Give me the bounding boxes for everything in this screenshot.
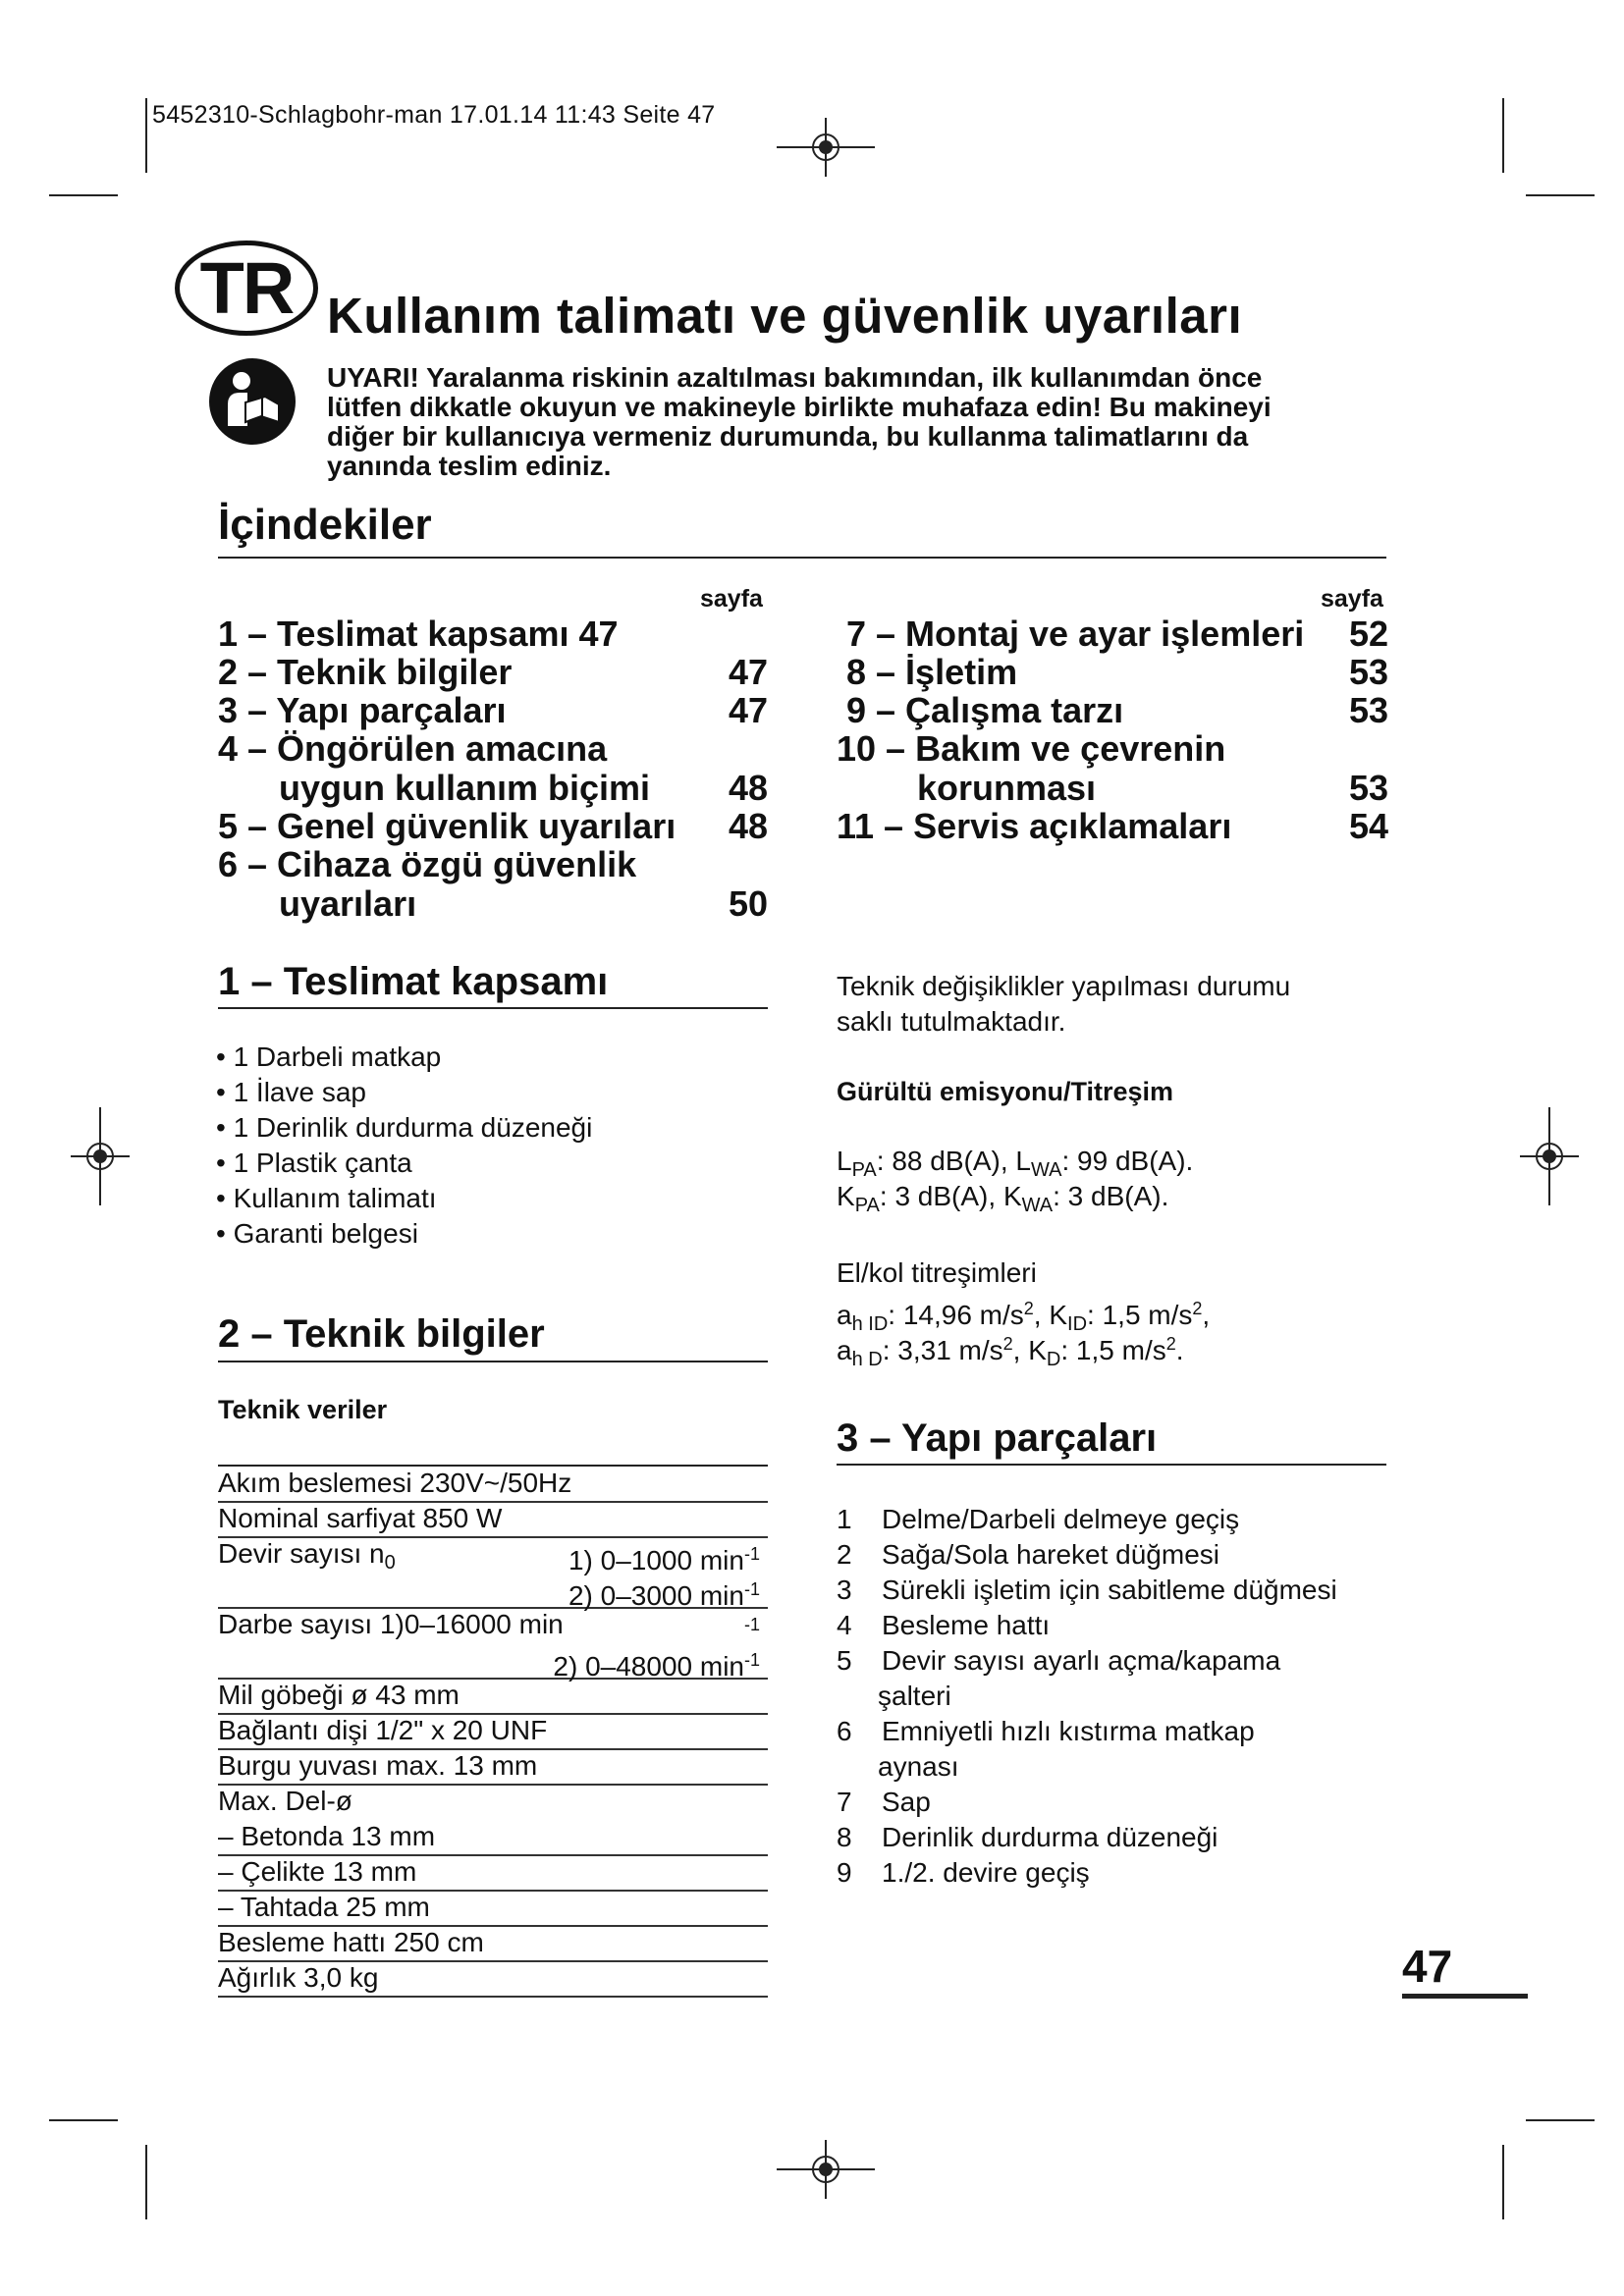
toc-entry[interactable]: 7 – Montaj ve ayar işlemleri [846,614,1305,654]
k-id-value: 1,5 m/s [1102,1300,1193,1330]
registration-mark-icon [1520,1107,1579,1205]
list-item: • 1 Derinlik durdurma düzeneği [216,1112,593,1143]
part-number: 8 [837,1822,852,1852]
toc-entry-page: 50 [728,883,768,924]
part-label: Delme/Darbeli delmeye geçiş [882,1504,1240,1534]
spec-label: Besleme hattı 250 cm [218,1927,484,1957]
crop-mark [1526,2119,1595,2121]
part-number: 7 [837,1787,852,1817]
crop-mark [49,194,118,196]
toc-entry-page: 53 [1348,652,1388,692]
table-row [218,1678,768,1715]
toc-entry[interactable]: uyarıları [279,883,417,924]
kpa-value: 3 dB(A) [894,1181,989,1211]
list-item [837,1643,1280,1679]
page-number-underline [1402,1994,1528,1999]
table-row [218,1501,768,1538]
spec-label: Burgu yuvası max. 13 mm [218,1750,538,1781]
ah-id-value: 14,96 m/s [902,1300,1024,1330]
list-item: • 1 Darbeli matkap [216,1041,442,1072]
toc-entry[interactable]: 3 – Yapı parçaları [218,690,507,730]
spec-label: Nominal sarfiyat 850 W [218,1503,503,1533]
noise-levels-1: $L_{PA}$: 88 dB(A), $L_{WA}$: 99 dB(A). [837,1146,1194,1181]
list-item: • 1 Plastik çanta [216,1148,412,1178]
list-item: • Kullanım talimatı [216,1183,437,1213]
lwa-value: 99 dB(A). [1077,1146,1194,1176]
divider [218,1007,768,1009]
table-row [218,1713,768,1750]
part-number: 6 [837,1716,852,1746]
registration-mark-icon [777,118,875,177]
toc-entry-page: 54 [1348,806,1388,846]
toc-entry[interactable]: 5 – Genel güvenlik uyarıları [218,806,677,846]
part-number: 4 [837,1610,852,1640]
table-row [218,1784,768,1819]
spec-superscript: -1 [743,1544,760,1564]
toc-entry-page: 47 [728,690,768,730]
toc-entry-page: 48 [728,806,768,846]
list-item [837,1679,951,1714]
spec-label: Max. Del-ø [218,1786,352,1816]
vibration-heading: El/kol titreşimleri [837,1257,1037,1288]
table-row [218,1466,768,1503]
part-number: 5 [837,1645,852,1676]
spec-value-text: 2) 0–3000 min [568,1580,744,1611]
spec-subscript: 0 [384,1552,396,1574]
table-row [218,1854,768,1892]
toc-entry-page: 53 [1348,768,1388,808]
table-row [218,1607,768,1642]
crop-mark [1502,98,1504,173]
toc-entry[interactable]: uygun kullanım biçimi [279,768,651,808]
spec-superscript: -1 [743,1579,760,1599]
part-number: 3 [837,1575,852,1605]
spec-superscript: -1 [743,1650,760,1670]
list-item [837,1785,931,1820]
table-row [218,1890,768,1927]
spec-label: Akım beslemesi 230V~/50Hz [218,1468,572,1498]
part-label: Sağa/Sola hareket düğmesi [882,1539,1219,1570]
table-row [218,1748,768,1786]
toc-entry[interactable]: korunması [917,768,1097,808]
list-item: • Garanti belgesi [216,1218,418,1249]
part-label: 1./2. devire geçiş [882,1857,1090,1888]
toc-entry[interactable]: 2 – Teknik bilgiler [218,652,513,692]
k-d-value: 1,5 m/s [1075,1335,1166,1365]
print-header: 5452310-Schlagbohr-man 17.01.14 11:43 Seite 47 [152,101,716,129]
registration-mark-icon [777,2140,875,2199]
toc-entry-page: 48 [728,768,768,808]
part-label: Emniyetli hızlı kıstırma matkap [882,1716,1255,1746]
changes-note: saklı tutulmaktadır. [837,1006,1066,1037]
list-item [837,1608,1050,1643]
list-item: • 1 İlave sap [216,1077,367,1107]
part-label: Devir sayısı ayarlı açma/kapama [882,1645,1281,1676]
list-item [837,1749,959,1785]
toc-entry[interactable]: 11 – Servis açıklamaları [837,806,1232,846]
divider [837,1464,1386,1466]
noise-heading: Gürültü emisyonu/Titreşim [837,1077,1174,1106]
crop-mark [1526,194,1595,196]
kwa-value: 3 dB(A). [1067,1181,1169,1211]
spec-label: – Çelikte 13 mm [218,1856,417,1887]
spec-label: Ağırlık 3,0 kg [218,1962,379,1993]
list-item [837,1820,1218,1855]
crop-mark [49,2119,118,2121]
toc-entry-page: 53 [1348,690,1388,730]
spec-label: Bağlantı dişi 1/2" x 20 UNF [218,1715,548,1745]
table-row [218,1925,768,1962]
toc-page-label: sayfa [700,585,763,613]
spec-superscript: -1 [743,1615,760,1634]
toc-entry[interactable]: 10 – Bakım ve çevrenin [837,728,1226,769]
spec-label: Devir sayısı n [218,1538,385,1569]
crop-mark [145,2145,147,2219]
section-heading: 1 – Teslimat kapsamı [218,960,609,1003]
warning-text: UYARI! Yaralanma riskinin azaltılması bakımından, ilk kullanımdan önce lütfen dikkatle okuyun ve makineyle birlikte muhafaza edin! Bu makineyi diğer bir kullanıcıya vermeniz durumunda, bu kullanma talimatlarını da yanında teslim ediniz. [327,362,1272,481]
vibration-values-1: $a_{h ID}$: 14,96 $m/s^2$, $K_{ID}$: 1,5 $m/s^2$, [837,1299,1211,1335]
table-row [218,1819,768,1856]
divider [218,557,1386,559]
list-item [837,1855,1090,1891]
part-number: 9 [837,1857,852,1888]
part-label: Sürekli işletim için sabitleme düğmesi [882,1575,1337,1605]
language-badge: TR [175,240,318,336]
part-label: Besleme hattı [882,1610,1051,1640]
section-heading: 3 – Yapı parçaları [837,1416,1158,1460]
toc-entry-page: 47 [728,652,768,692]
page-title: Kullanım talimatı ve güvenlik uyarıları [327,288,1243,344]
table-row [218,1642,768,1680]
toc-heading: İçindekiler [218,501,432,549]
spec-label: – Tahtada 25 mm [218,1892,430,1922]
table-row [218,1572,768,1609]
toc-entry[interactable]: 1 – Teslimat kapsamı 47 [218,614,619,654]
toc-entry[interactable]: 6 – Cihaza özgü güvenlik [218,844,637,884]
section-heading: 2 – Teknik bilgiler [218,1312,545,1356]
toc-page-label: sayfa [1321,585,1383,613]
noise-levels-2: $K_{PA}$: 3 dB(A), $K_{WA}$: 3 dB(A). [837,1181,1169,1216]
list-item [837,1714,1255,1749]
crop-mark [1502,2145,1504,2219]
list-item [837,1502,1239,1537]
lpa-value: 88 dB(A) [892,1146,1001,1176]
changes-note: Teknik değişiklikler yapılması durumu [837,971,1291,1001]
part-label: Sap [882,1787,931,1817]
divider [218,1361,768,1362]
registration-mark-icon [71,1107,130,1205]
spec-value-text: 2) 0–48000 min [553,1651,744,1682]
spec-label: Darbe sayısı 1)0–16000 min [218,1609,564,1639]
toc-entry[interactable]: 9 – Çalışma tarzı [846,690,1124,730]
part-number: 1 [837,1504,852,1534]
crop-mark [145,98,147,173]
vibration-values-2: $a_{h D}$: 3,31 $m/s^2$, $K_D$: 1,5 $m/s^2$. [837,1334,1184,1370]
table-row [218,1960,768,1998]
spec-label: Mil göbeği ø 43 mm [218,1680,460,1710]
part-label: Derinlik durdurma düzeneği [882,1822,1218,1852]
spec-value-text: 1) 0–1000 min [568,1545,744,1575]
part-label: şalteri [878,1681,951,1711]
list-item [837,1537,1219,1573]
spec-label: – Betonda 13 mm [218,1821,436,1851]
toc-entry-page: 52 [1348,614,1388,654]
toc-entry[interactable]: 8 – İşletim [846,652,1018,692]
read-manual-icon [208,357,297,446]
part-label: aynası [878,1751,959,1782]
ah-d-value: 3,31 m/s [897,1335,1003,1365]
page-number: 47 [1402,1941,1453,1992]
toc-entry[interactable]: 4 – Öngörülen amacına [218,728,608,769]
list-item [837,1573,1337,1608]
subheading: Teknik veriler [218,1395,388,1424]
part-number: 2 [837,1539,852,1570]
table-row [218,1536,768,1575]
